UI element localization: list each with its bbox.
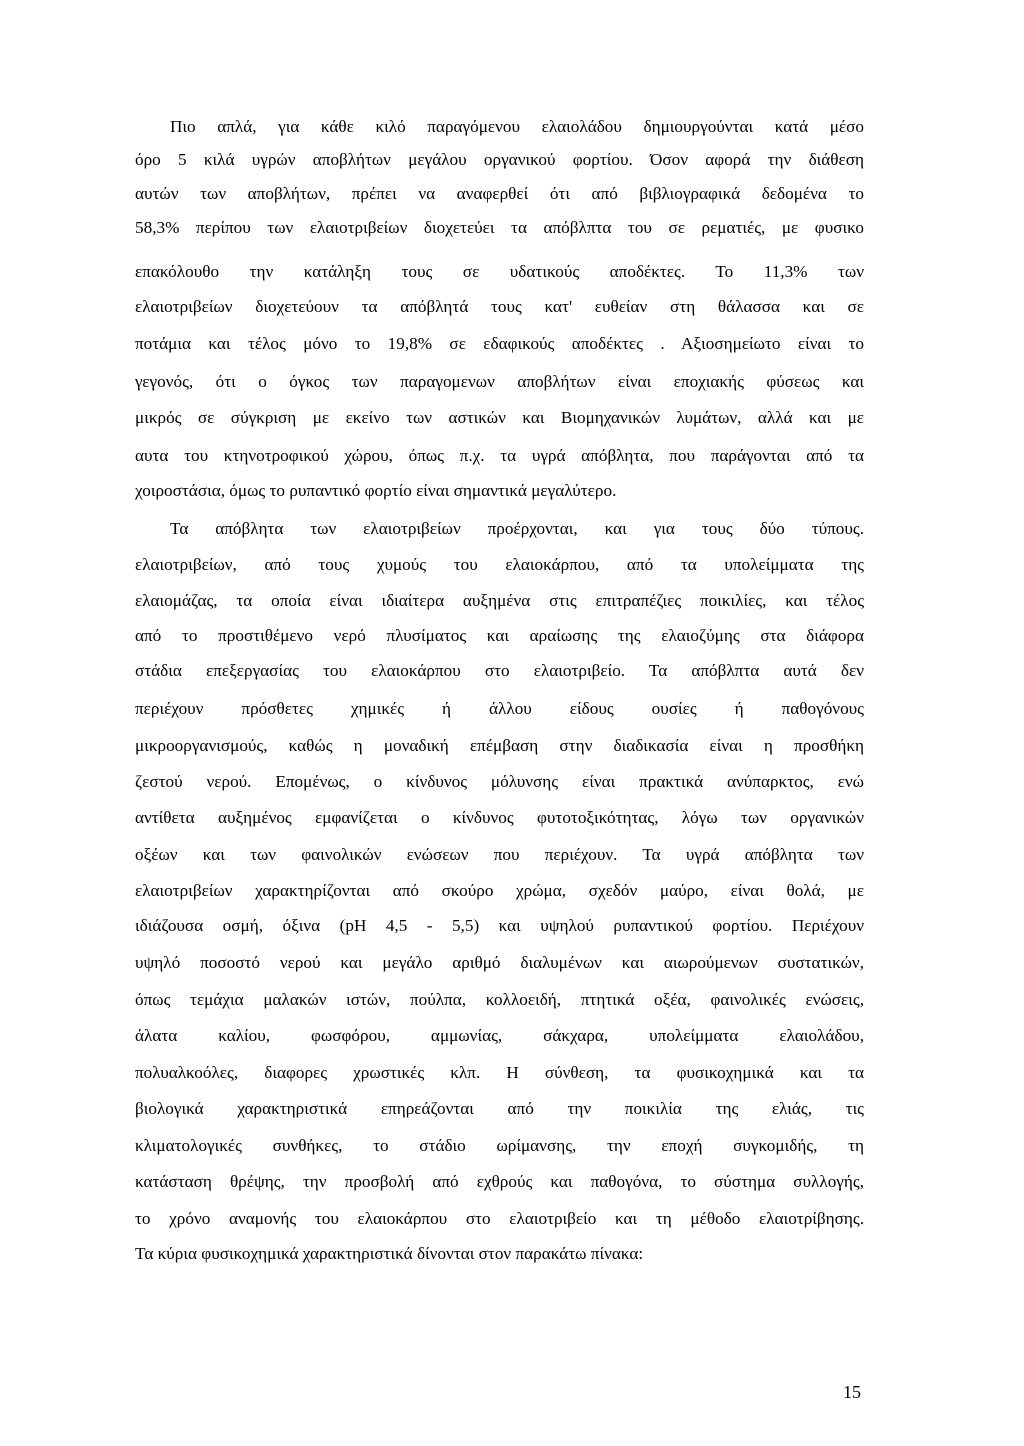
line: υψηλό ποσοστό νερού και μεγάλο αριθμό διαλυμένων και αιωρούμενων συστατικών, [135, 953, 864, 972]
line: Τα κύρια φυσικοχημικά χαρακτηριστικά δίνονται στον παρακάτω πίνακα: [135, 1244, 644, 1263]
line: ελαιοτριβείων, από τους χυμούς του ελαιοκάρπου, από τα υπολείμματα της [135, 555, 864, 574]
line: το χρόνο αναμονής του ελαιοκάρπου στο ελαιοτριβείο και τη μέθοδο ελαιοτρίβησης. [135, 1209, 864, 1228]
line: άλατα καλίου, φωσφόρου, αμμωνίας, σάκχαρα, υπολείμματα ελαιολάδου, [135, 1026, 864, 1045]
line: ζεστού νερού. Επομένως, ο κίνδυνος μόλυνσης είναι πρακτικά ανύπαρκτος, ενώ [135, 772, 864, 791]
line: αυτα του κτηνοτροφικού χώρου, όπως π.χ. τα υγρά απόβλητα, που παράγονται από τα [135, 446, 864, 465]
line: αυτών των αποβλήτων, πρέπει να αναφερθεί ότι από βιβλιογραφικά δεδομένα το [135, 184, 864, 203]
line: όπως τεμάχια μαλακών ιστών, πούλπα, κολλοειδή, πτητικά οξέα, φαινολικές ενώσεις, [135, 990, 864, 1009]
line: ελαιοτριβείων χαρακτηρίζονται από σκούρο χρώμα, σχεδόν μαύρο, είναι θολά, με [135, 881, 864, 900]
line: όρο 5 κιλά υγρών αποβλήτων μεγάλου οργανικού φορτίου. Όσον αφορά την διάθεση [135, 150, 864, 169]
page-number: 15 [843, 1382, 861, 1402]
line: ιδιάζουσα οσμή, όξινα (pH 4,5 - 5,5) και υψηλού ρυπαντικού φορτίου. Περιέχουν [135, 916, 864, 935]
line: ποτάμια και τέλος μόνο το 19,8% σε εδαφικούς αποδέκτες . Αξιοσημείωτο είναι το [135, 334, 864, 353]
line: ελαιομάζας, τα οποία είναι ιδιαίτερα αυξημένα στις επιτραπέζιες ποικιλίες, και τέλος [135, 591, 864, 610]
line: Τα απόβλητα των ελαιοτριβείων προέρχονται, και για τους δύο τύπους. [170, 519, 864, 538]
line: μικρός σε σύγκριση με εκείνο των αστικών και Βιομηχανικών λυμάτων, αλλά και με [135, 408, 864, 427]
line: επακόλουθο την κατάληξη τους σε υδατικούς αποδέκτες. Το 11,3% των [135, 262, 864, 281]
line: περιέχουν πρόσθετες χημικές ή άλλου είδους ουσίες ή παθογόνους [135, 699, 864, 718]
line: γεγονός, ότι ο όγκος των παραγομενων αποβλήτων είναι εποχιακής φύσεως και [135, 372, 864, 391]
line: βιολογικά χαρακτηριστικά επηρεάζονται από την ποικιλία της ελιάς, τις [135, 1099, 864, 1118]
line: Πιο απλά, για κάθε κιλό παραγόμενου ελαιολάδου δημιουργούνται κατά μέσο [170, 117, 864, 136]
line: αντίθετα αυξημένος εμφανίζεται ο κίνδυνος φυτοτοξικότητας, λόγω των οργανικών [135, 808, 864, 827]
line: ελαιοτριβείων διοχετεύουν τα απόβλητά τους κατ' ευθείαν στη θάλασσα και σε [135, 297, 864, 316]
line: στάδια επεξεργασίας του ελαιοκάρπου στο ελαιοτριβείο. Τα απόβλπτα αυτά δεν [135, 661, 864, 680]
line: κατάσταση θρέψης, την προσβολή από εχθρούς και παθογόνα, το σύστημα συλλογής, [135, 1172, 864, 1191]
line: 58,3% περίπου των ελαιοτριβείων διοχετεύει τα απόβλπτα του σε ρεματιές, με φυσικο [135, 218, 864, 237]
line: χοιροστάσια, όμως το ρυπαντικό φορτίο είναι σημαντικά μεγαλύτερο. [135, 481, 617, 500]
line: κλιματολογικές συνθήκες, το στάδιο ωρίμανσης, την εποχή συγκομιδής, τη [135, 1136, 864, 1155]
line: από το προστιθέμενο νερό πλυσίματος και αραίωσης της ελαιοζύμης στα διάφορα [135, 626, 864, 645]
line: μικροοργανισμούς, καθώς η μοναδική επέμβαση στην διαδικασία είναι η προσθήκη [135, 736, 864, 755]
line: πολυαλκοόλες, διαφορες χρωστικές κλπ. Η σύνθεση, τα φυσικοχημικά και τα [135, 1063, 864, 1082]
line: οξέων και των φαινολικών ενώσεων που περιέχουν. Τα υγρά απόβλητα των [135, 845, 864, 864]
